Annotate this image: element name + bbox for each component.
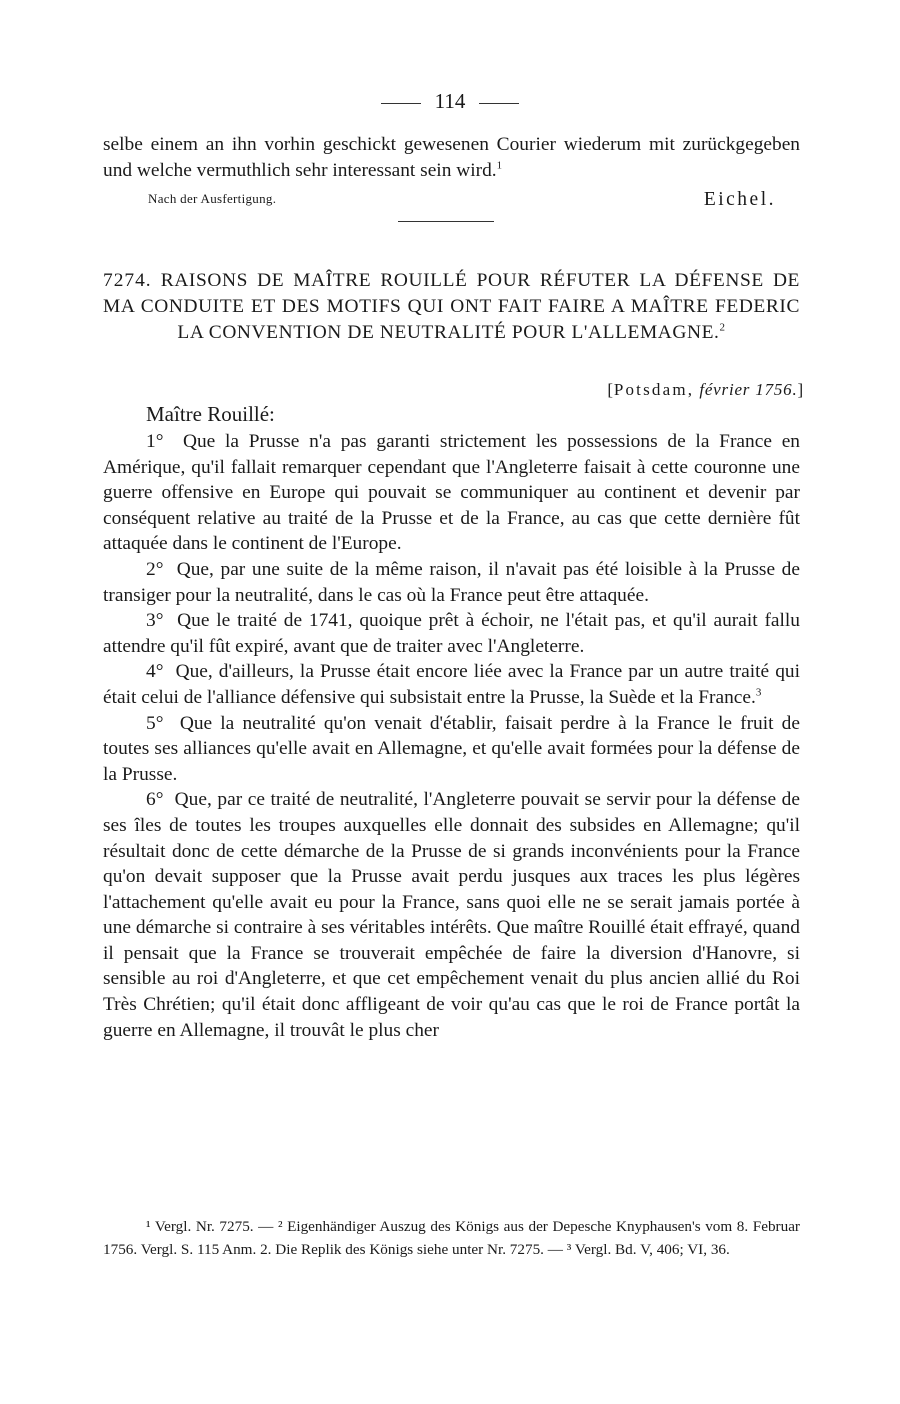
footnotes <box>103 1215 800 1261</box>
continuation-paragraph <box>103 132 800 183</box>
place: Potsdam, <box>613 380 695 399</box>
footnote-text: ¹ Vergl. Nr. 7275. — ² Eigenhändiger Auszug des Königs aus der Depesche Knyphausen's vom 8. Februar 1756. Vergl. S. 115 Anm. 2. Die Replik des Königs siehe unter Nr. 7275. — ³ Vergl. Bd. V, 406; VI, 36. <box>103 1218 800 1258</box>
place-date: [Potsdam, février 1756.] <box>607 380 804 399</box>
argument-paragraph <box>103 711 800 788</box>
paragraph-number: 1° <box>146 431 164 452</box>
paragraph-text: Que, par une suite de la même raison, il n'avait pas été loisible à la Prusse de transiger pour la neutralité, dans le cas où la France peut être attaquée. <box>103 558 800 606</box>
paragraph-text: Que la Prusse n'a pas garanti strictement les possessions de la France en Amérique, qu'il fallait remarquer cependant que l'Angleterre faisait à cette couronne une guerre offensive en Europe qui pouvait se communiquer au continent et devenir par conséquent relative au traité de la Prusse et de la France, au cas que cette dernière fût attaquée dans le continent de l'Europe. <box>103 431 800 555</box>
page-number: 114 <box>434 89 466 113</box>
document-title-text: RAISONS DE MAÎTRE ROUILLÉ POUR RÉFUTER LA DÉFENSE DE MA CONDUITE ET DES MOTIFS QUI ONT FAIT FAIRE A MAÎTRE FEDERIC LA CONVENTION DE NEUTRALITÉ POUR L'ALLEMAGNE. <box>103 270 800 343</box>
argument-paragraph <box>103 659 800 710</box>
page-header <box>0 88 900 114</box>
continuation-text: selbe einem an ihn vorhin geschickt gewesenen Courier wiederum mit zurückgegeben und welche vermuthlich sehr interessant sein wird. <box>103 134 800 181</box>
argument-paragraph <box>103 608 800 659</box>
paragraph-number: 6° <box>146 789 164 811</box>
argument-list <box>103 429 800 1043</box>
signer-name: Eichel. <box>703 189 776 210</box>
paragraph-text: Que, d'ailleurs, la Prusse était encore liée avec la France par un autre traité qui était celui de l'alliance défensive qui subsistait entre la Prusse, la Suède et la France. <box>103 661 800 708</box>
paragraph-number: 2° <box>146 558 164 580</box>
salutation: Maître Rouillé: <box>146 402 275 426</box>
section-divider <box>398 221 494 222</box>
paragraph-number: 5° <box>146 712 164 734</box>
source-note: Nach der Ausfertigung. <box>148 191 277 206</box>
paragraph-number: 3° <box>146 610 164 632</box>
paragraph-text: Que la neutralité qu'on venait d'établir, faisait perdre à la France le fruit de toutes ses alliances qu'elle avait en Allemagne, et qu'elle avait formées pour la défense de la Prusse. <box>103 712 800 785</box>
header-dash-left <box>381 103 421 104</box>
document-number: 7274. <box>103 270 152 291</box>
paragraph-number: 4° <box>146 661 164 683</box>
footnote-mark: 3 <box>755 686 762 699</box>
argument-paragraph <box>103 429 800 557</box>
paragraph-text: Que, par ce traité de neutralité, l'Angleterre pouvait se servir pour la défense de ses îles de toutes les troupes auxquelles elle donnait des subsides en Allemagne; qu'il résultait donc de cette démarche de la Prusse de si grands inconvénients pour la France qu'on devait supposer que la Prusse avait perdu jusques aux traces les plus légères l'attachement qu'elle avait eu pour la France, sans quoi elle ne se serait jamais portée à une démarche si contraire à ses véritables intérêts. Que maître Rouillé était effrayé, quand il pensait que la France se trouverait empêchée de faire la diversion d'Hanovre, si sensible au roi d'Angleterre, et que cet empêchement venait du plus ancien allié du Roi Très Chrétien; qu'il était donc affligeant de voir qu'au cas que le roi de France portât la guerre en Allemagne, il trouvât le plus cher <box>103 789 800 1041</box>
header-dash-right <box>479 103 519 104</box>
signature-row <box>148 189 776 215</box>
document-title <box>103 268 800 346</box>
paragraph-text: Que le traité de 1741, quoique prêt à échoir, ne l'était pas, et qu'il aurait fallu attendre qu'il fût expiré, avant que de traiter avec l'Angleterre. <box>103 610 800 657</box>
footnote-mark: 1 <box>496 159 503 172</box>
argument-paragraph <box>103 557 800 608</box>
footnote-mark: 2 <box>719 321 726 334</box>
continuation-block <box>103 132 800 183</box>
argument-paragraph <box>103 787 800 1043</box>
date: février 1756. <box>699 380 798 399</box>
